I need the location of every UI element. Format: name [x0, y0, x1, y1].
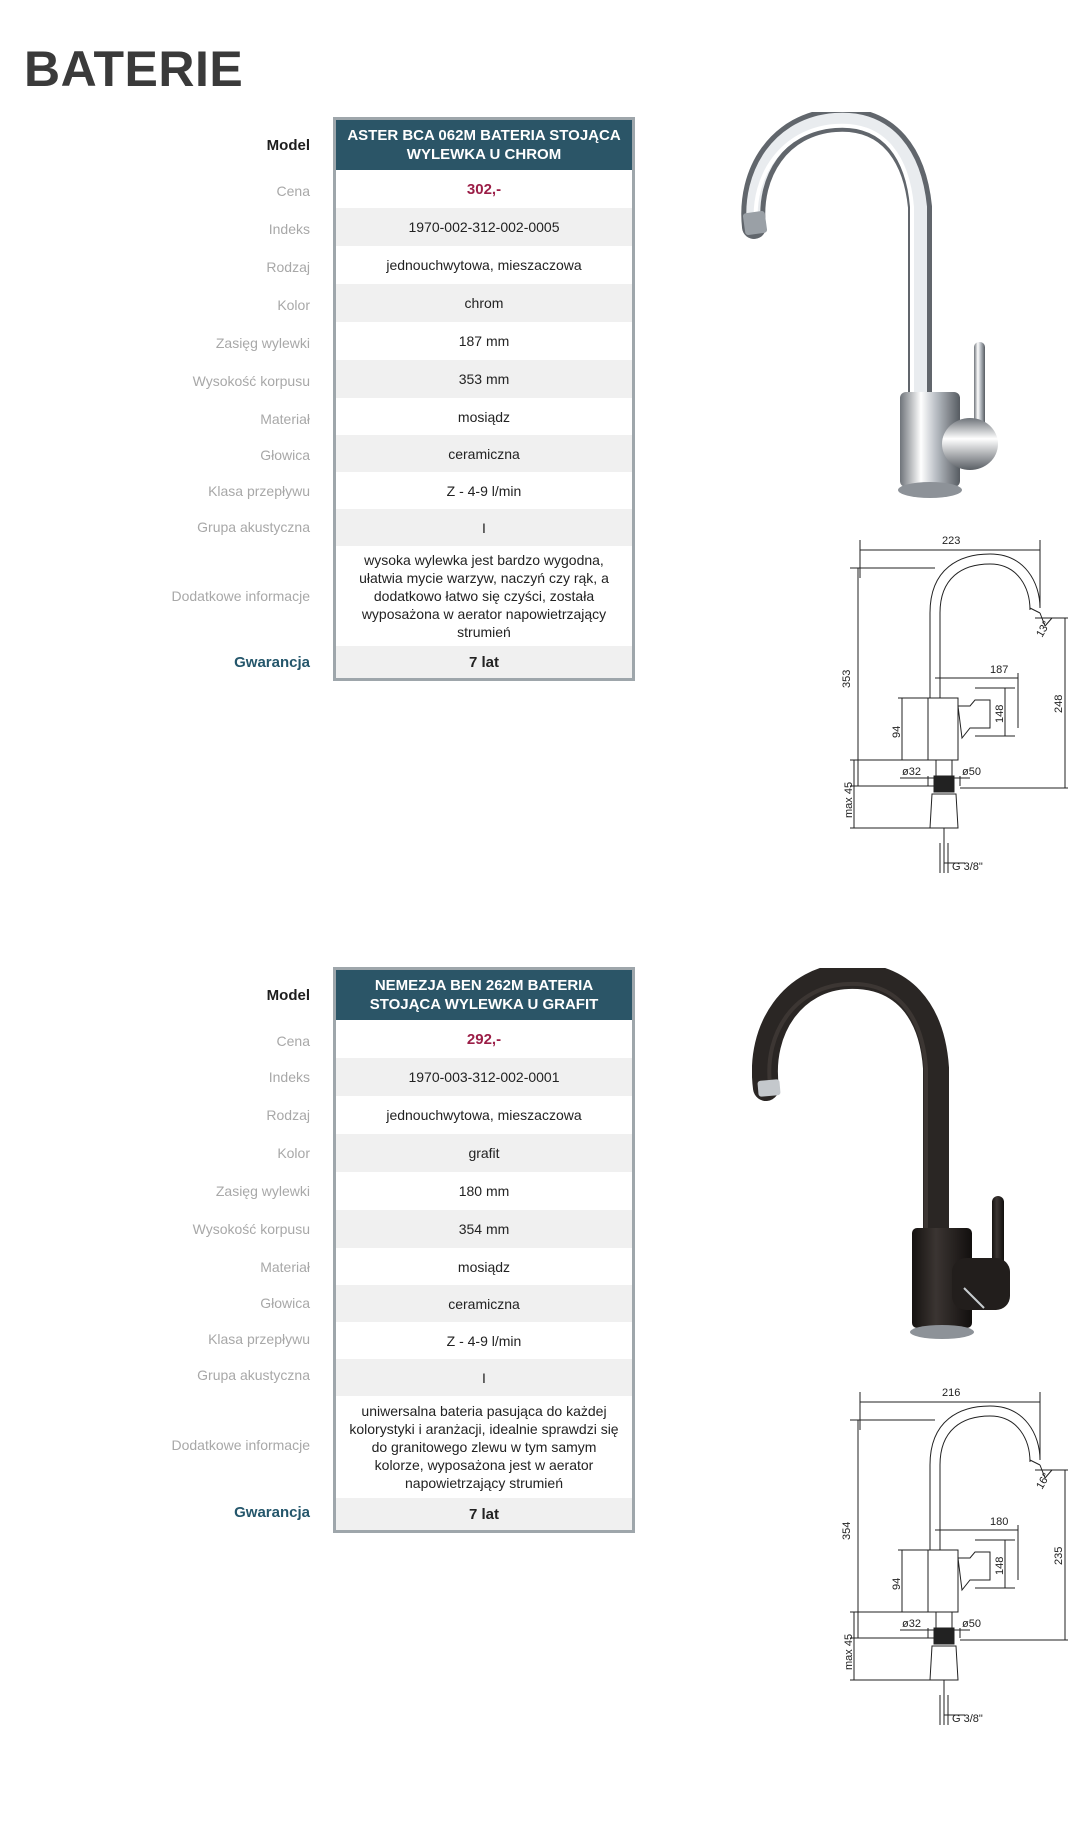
head-value: ceramiczna [336, 435, 632, 472]
dim-148: 148 [994, 1556, 1006, 1575]
faucet-photo [752, 968, 1022, 1348]
label-color: Kolor [277, 297, 310, 313]
faucet-photo [740, 112, 1010, 502]
label-reach: Zasięg wylewki [215, 1183, 310, 1199]
warranty-value: 7 lat [336, 1498, 632, 1530]
label-flow: Klasa przepływu [208, 1331, 310, 1347]
index-value: 1970-003-312-002-0001 [336, 1058, 632, 1096]
label-head: Głowica [260, 447, 310, 463]
dim-148: 148 [994, 704, 1006, 723]
label-warranty: Gwarancja [234, 653, 310, 671]
label-height: Wysokość korpusu [192, 373, 310, 389]
dim-max45: max 45 [843, 1633, 855, 1670]
dim-94: 94 [891, 725, 903, 738]
technical-drawing [840, 1380, 1070, 1735]
spec-table [333, 967, 635, 1533]
label-info: Dodatkowe informacje [171, 1437, 310, 1453]
dim-angle: 13° [1034, 619, 1053, 640]
height-value: 354 mm [336, 1210, 632, 1248]
dim-spout-height: 248 [1053, 694, 1065, 713]
product-name: ASTER BCA 062M BATERIA STOJĄCA WYLEWKA U CHROM [336, 120, 632, 170]
dim-reach: 180 [990, 1516, 1009, 1528]
dim-angle: 16° [1034, 1471, 1053, 1492]
index-value: 1970-002-312-002-0005 [336, 208, 632, 246]
type-value: jednouchwytowa, mieszaczowa [386, 257, 582, 273]
label-color: Kolor [277, 1145, 310, 1161]
type-value: jednouchwytowa, mieszaczowa [386, 1107, 582, 1123]
technical-drawing [840, 528, 1070, 883]
dim-d50: ø50 [962, 1618, 981, 1630]
label-flow: Klasa przepływu [208, 483, 310, 499]
flow-value: Z - 4-9 l/min [446, 482, 522, 499]
dim-d32: ø32 [902, 766, 921, 778]
color-value: chrom [336, 284, 632, 322]
aerator [743, 211, 768, 236]
base [898, 482, 962, 498]
dim-max45: max 45 [843, 781, 855, 818]
label-type: Rodzaj [266, 1107, 310, 1123]
dim-d50: ø50 [962, 766, 981, 778]
label-index: Indeks [268, 221, 310, 237]
reach-value: 187 mm [458, 333, 510, 349]
dim-height: 353 [841, 669, 853, 688]
label-material: Materiał [260, 1259, 310, 1275]
label-price: Cena [276, 1033, 310, 1049]
label-acoustic: Grupa akustyczna [197, 1367, 310, 1383]
acoustic-value: I [336, 509, 632, 546]
info-value: wysoka wylewka jest bardzo wygodna, ułatwia mycie warzyw, naczyń czy rąk, a dodatkowo łatwo się czyści, została wyposażona w aerator napowietrzający strumień [359, 552, 609, 640]
acoustic-value: I [336, 1359, 632, 1396]
dim-reach: 187 [990, 664, 1009, 676]
info-value: uniwersalna bateria pasująca do każdej kolorystyki i aranżacji, idealnie sprawdzi się do granitowego zlewu w tym samym kolorze, wyposażona jest w aerator napowietrzający strumień [349, 1403, 619, 1491]
head-value: ceramiczna [336, 1285, 632, 1322]
material-value: mosiądz [457, 1258, 511, 1275]
dim-94: 94 [891, 1577, 903, 1590]
dim-width: 216 [942, 1387, 961, 1399]
dim-spout-height: 235 [1053, 1546, 1065, 1565]
label-reach: Zasięg wylewki [215, 335, 310, 351]
price-value: 302,- [466, 180, 502, 198]
price-value: 292,- [466, 1030, 502, 1048]
flow-value: Z - 4-9 l/min [446, 1332, 522, 1349]
label-model: Model [266, 136, 310, 154]
label-height: Wysokość korpusu [192, 1221, 310, 1237]
label-model: Model [266, 986, 310, 1004]
handle-knob [942, 418, 998, 470]
page-title: BATERIE [24, 41, 244, 97]
reach-value: 180 mm [458, 1183, 510, 1199]
dim-thread: G 3/8" [952, 861, 983, 873]
base [910, 1325, 974, 1339]
spout [753, 120, 920, 402]
handle-knob [952, 1258, 1010, 1310]
label-info: Dodatkowe informacje [171, 588, 310, 604]
label-index: Indeks [268, 1069, 310, 1085]
label-type: Rodzaj [266, 259, 310, 275]
warranty-value: 7 lat [336, 646, 632, 678]
dim-d32: ø32 [902, 1618, 921, 1630]
spec-table [333, 117, 635, 681]
label-material: Materiał [260, 411, 310, 427]
label-acoustic: Grupa akustyczna [197, 519, 310, 535]
label-warranty: Gwarancja [234, 1503, 310, 1521]
dim-width: 223 [942, 535, 961, 547]
color-value: grafit [336, 1134, 632, 1172]
dim-thread: G 3/8" [952, 1713, 983, 1725]
dim-height: 354 [841, 1521, 853, 1540]
height-value: 353 mm [336, 360, 632, 398]
material-value: mosiądz [457, 408, 511, 425]
label-head: Głowica [260, 1295, 310, 1311]
label-price: Cena [276, 183, 310, 199]
aerator [757, 1079, 780, 1097]
product-name: NEMEZJA BEN 262M BATERIA STOJĄCA WYLEWKA U GRAFIT [336, 970, 632, 1020]
